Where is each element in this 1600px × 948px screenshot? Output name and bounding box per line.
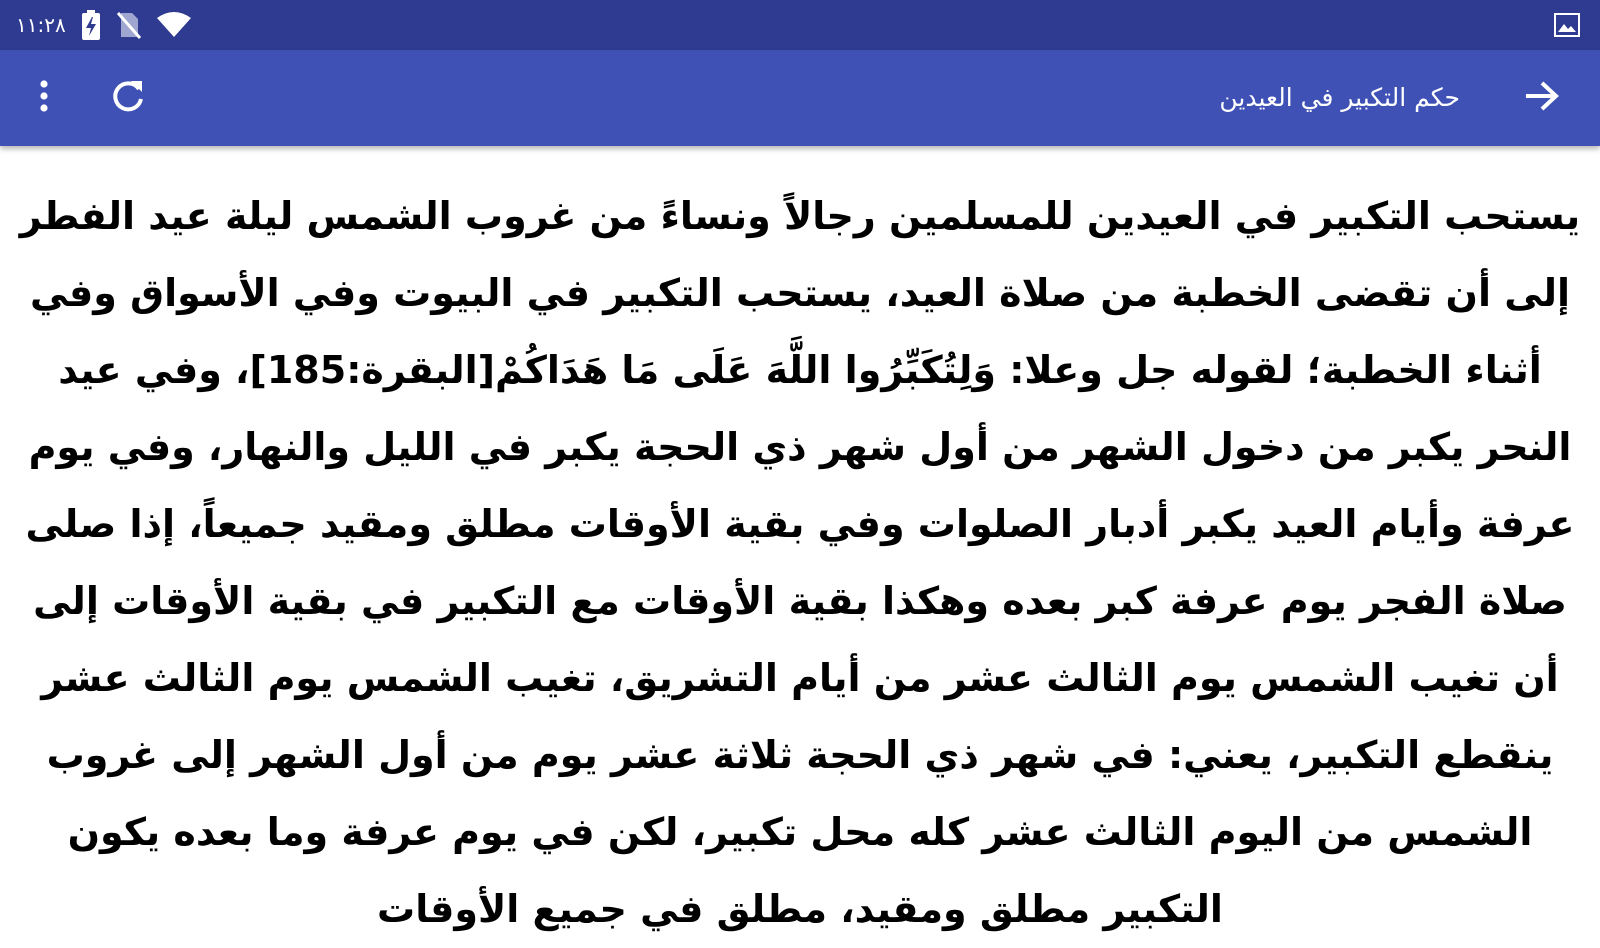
article-text-continued: ، وفي عيد النحر يكبر من دخول الشهر من أول شهر ذي الحجة يكبر في الليل والنهار، وفي يوم عرفة وأيام العيد يكبر أدبار الصلوات وفي بقية الأوقات مطلق ومقيد جميعاً، إذا صلى صلاة الفجر يوم عرفة كبر بعده وهكذا بقية الأوقات مع التكبير في بقية الأوقات إلى أن تغيب الشمس يوم الثالث عشر من أيام التشريق، تغيب الشمس يوم الثالث عشر ينقطع التكبير، يعني: في شهر ذي الحجة ثلاثة عشر يوم من أول الشهر إلى غروب الشمس من اليوم الثالث عشر كله محل تكبير، لكن في يوم عرفة وما بعده يكون التكبير مطلق ومقيد، مطلق في جميع الأوقات	[25, 348, 1575, 931]
more-options-button[interactable]	[20, 50, 68, 146]
battery-charging-icon	[80, 10, 102, 40]
page-title: حكم التكبير في العيدين	[1219, 83, 1460, 112]
status-bar	[0, 0, 1600, 50]
status-icons-left	[16, 0, 192, 50]
image-notification-icon	[1554, 13, 1580, 37]
article-paragraph	[14, 178, 1586, 948]
no-sim-icon	[116, 11, 142, 39]
wifi-icon	[156, 12, 192, 38]
article-text-intro: يستحب التكبير في العيدين للمسلمين رجالاً ونساءً من غروب الشمس ليلة عيد الفطر إلى أن تقضى الخطبة من صلاة العيد، يستحب التكبير في البيوت وفي الأسواق وفي أثناء الخطبة؛ لقوله جل وعلا:	[19, 194, 1581, 392]
refresh-button[interactable]	[100, 50, 156, 146]
article-body	[14, 178, 1586, 948]
quran-reference: [البقرة:185]	[249, 348, 495, 392]
more-vert-icon	[38, 79, 50, 117]
back-button[interactable]	[1514, 50, 1570, 146]
status-time: ١١:٢٨	[16, 13, 66, 37]
status-icons-right	[1554, 0, 1580, 50]
quran-verse: وَلِتُكَبِّرُوا اللَّهَ عَلَى مَا هَدَاكُمْ	[494, 348, 996, 392]
app-toolbar	[0, 50, 1600, 146]
refresh-icon	[109, 77, 147, 119]
arrow-back-icon	[1524, 80, 1560, 116]
